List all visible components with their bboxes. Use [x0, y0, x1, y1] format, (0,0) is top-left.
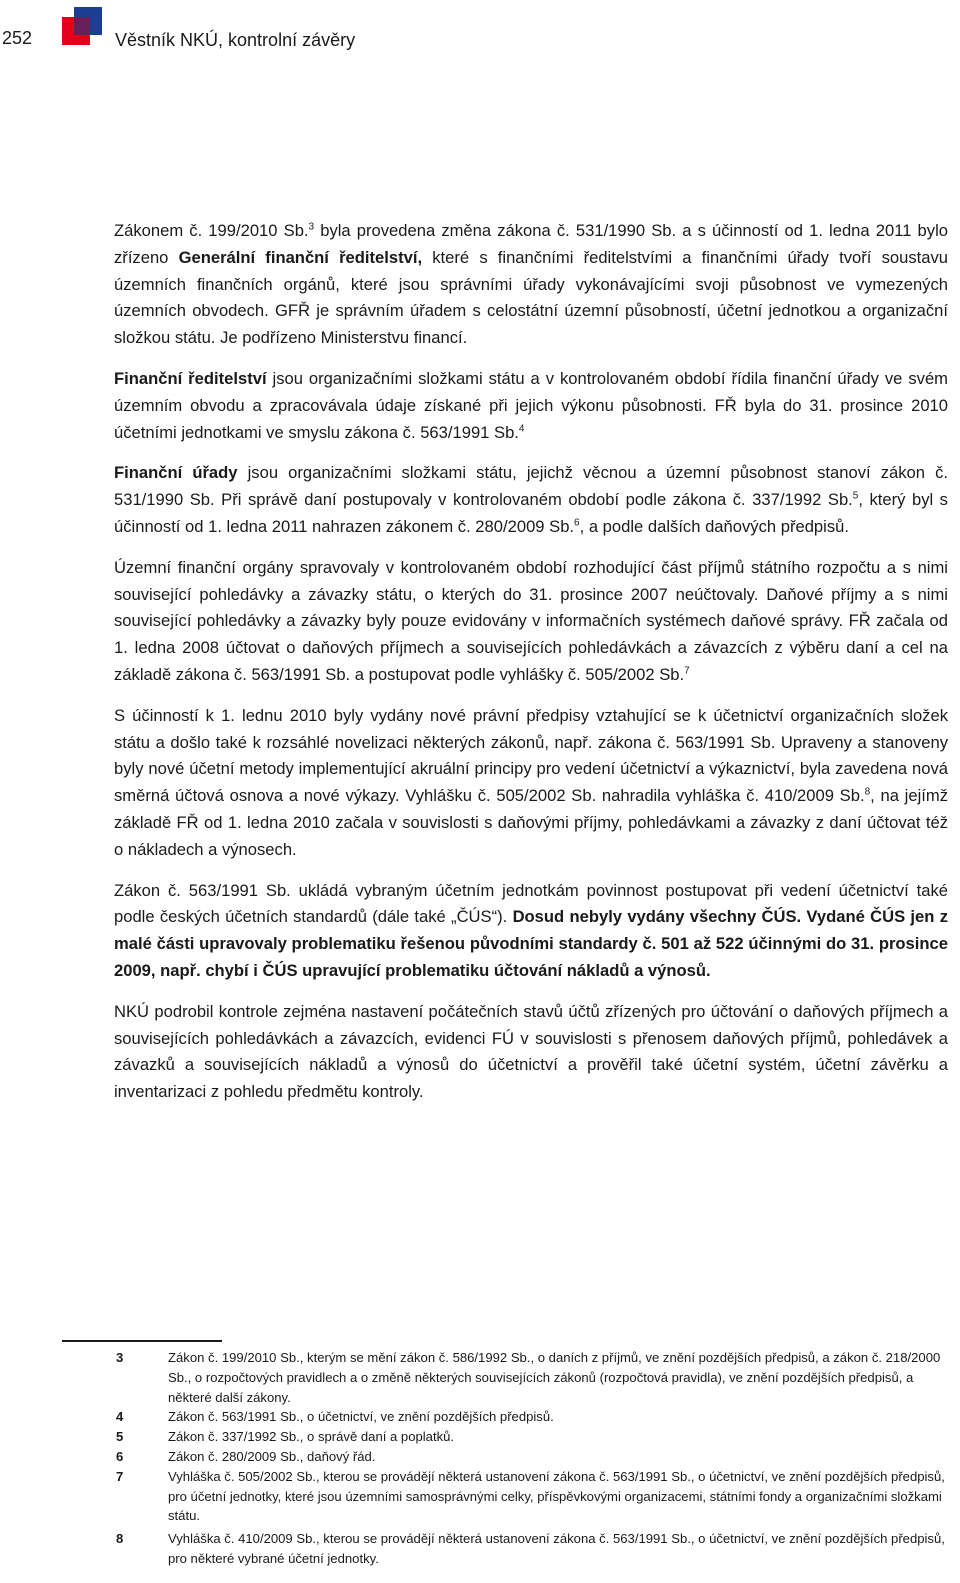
- footnote-separator: [62, 1340, 222, 1342]
- footnote-8: [114, 1529, 948, 1569]
- footnote-number: 5: [116, 1429, 124, 1445]
- footnote-text: Vyhláška č. 410/2009 Sb., kterou se provádějí některá ustanovení zákona č. 563/1991 Sb., o účetnictví, ve znění pozdějších předpisů, pro některé vybrané účetní jednotky.: [168, 1531, 945, 1566]
- text-run: které s finančními ředitelstvími a finančními úřady tvoří soustavu územních finančních orgánů, které jsou správními úřady vykonávajícími svoji působnost ve vymezených územních obvodech. GFŘ je správním úřadem s celostátní územní působností, účetní jednotkou a organizační složkou státu. Je podřízeno Ministerstvu financí.: [114, 247, 948, 348]
- text-run: jsou organizačními složkami státu a v kontrolovaném období řídila finanční úřady ve svém územním obvodu a zpracovávala údaje získané při jejich výkonu působnosti. FŘ byla do 31. prosince 2010 účetními jednotkami ve smyslu zákona č. 563/1991 Sb.: [114, 368, 948, 442]
- footnote-text: Zákon č. 199/2010 Sb., kterým se mění zákon č. 586/1992 Sb., o daních z příjmů, ve znění pozdějších předpisů, a zákon č. 218/2000 Sb., o rozpočtových pravidlech a o změně některých souvisejících zákonů (rozpočtová pravidla), ve znění pozdějších předpisů, a některé další zákony.: [168, 1350, 941, 1405]
- footnote-number: 8: [116, 1531, 124, 1547]
- footnote-text: Zákon č. 280/2009 Sb., daňový řád.: [168, 1448, 376, 1464]
- bold-term: Finanční ředitelství: [114, 368, 267, 388]
- text-run: Územní finanční orgány spravovaly v kontrolovaném období rozhodující část příjmů státního rozpočtu a s nimi související pohledávky a závazky státu, o kterých do 31. prosince 2007 neúčtovaly. Daňové příjmy a s nimi související pohledávky a závazky byly pouze evidovány v informačních systémech daňové správy. FŘ začala od 1. ledna 2008 účtovat o daňových příjmech a souvisejících pohledávkách a závazcích z výběru daní a cel na základě zákona č. 563/1991 Sb. a postupovat podle vyhlášky č. 505/2002 Sb.: [114, 557, 948, 684]
- paragraph-2: [114, 366, 948, 446]
- footnote-ref-6: 6: [574, 517, 580, 529]
- main-text: [114, 218, 948, 1120]
- footnote-ref-8: 8: [864, 786, 871, 798]
- footnote-number: 4: [116, 1409, 124, 1425]
- text-run: jsou organizačními složkami státu, jejichž věcnou a územní působnost stanoví zákon č. 531/1990 Sb. Při správě daní postupovaly v kontrolovaném období podle zákona č. 337/1992 Sb.: [114, 463, 949, 510]
- footnote-number: 6: [116, 1448, 124, 1464]
- bold-finding: Dosud nebyly vydány všechny ČÚS. Vydané ČÚS jen z malé části upravovaly problematiku řešenou původními standardy č. 501 až 522 účinnými do 31. prosince 2009, např. chybí i ČÚS upravující problematiku účtování nákladů a výnosů.: [114, 907, 948, 980]
- text-run: Zákonem č. 199/2010 Sb.: [114, 221, 309, 240]
- page-header: [0, 0, 960, 70]
- footnote-5: [114, 1427, 948, 1447]
- paragraph-7: [114, 999, 948, 1106]
- footnote-number: 3: [116, 1350, 124, 1365]
- footnote-number: 7: [116, 1468, 124, 1484]
- footnote-ref-3: 3: [308, 221, 315, 233]
- paragraph-5: [114, 703, 948, 864]
- footnote-text: Zákon č. 337/1992 Sb., o správě daní a poplatků.: [168, 1429, 455, 1445]
- bold-term: Generální finanční ředitelství,: [178, 247, 423, 267]
- paragraph-3: [114, 460, 948, 540]
- paragraph-4: [114, 555, 948, 689]
- footnote-ref-5: 5: [852, 490, 859, 502]
- footnote-4: [114, 1407, 948, 1427]
- paragraph-1: [114, 218, 948, 352]
- footnote-ref-7: 7: [684, 665, 690, 677]
- logo-overlap-square: [74, 17, 90, 35]
- footnote-7: [114, 1467, 948, 1526]
- running-title: Věstník NKÚ, kontrolní závěry: [115, 30, 356, 50]
- text-run: , na jejímž základě FŘ od 1. ledna 2010 začala v souvislosti s daňovými příjmy, pohledávkami a závazky z daní účtovat též o nákladech a výnosech.: [114, 786, 948, 859]
- footnote-ref-4: 4: [518, 423, 525, 435]
- footnote-text: Zákon č. 563/1991 Sb., o účetnictví, ve znění pozdějších předpisů.: [168, 1409, 554, 1425]
- footnote-6: [114, 1447, 948, 1467]
- text-run: NKÚ podrobil kontrole zejména nastavení počátečních stavů účtů zřízených pro účtování o daňových příjmech a souvisejících pohledávkách a závazcích, evidenci FÚ v souvislosti s přenosem daňových příjmů, pohledávek a závazků a souvisejících nákladů a výnosů do účetnictví a prověřil také účetní systém, účetní závěrku a inventarizaci z pohledu předmětu kontroly.: [114, 1001, 948, 1102]
- bold-term: Finanční úřady: [114, 463, 238, 483]
- footnote-text: Vyhláška č. 505/2002 Sb., kterou se provádějí některá ustanovení zákona č. 563/1991 Sb., o účetnictví, ve znění pozdějších předpisů, pro účetní jednotky, které jsou územními samosprávnými celky, příspěvkovými organizacemi, státními fondy a organizačními složkami státu.: [168, 1468, 945, 1524]
- footnote-3: [114, 1348, 948, 1407]
- footnotes: [114, 1348, 948, 1569]
- text-run: byla provedena změna zákona č. 531/1990 Sb. a s účinností od 1. ledna 2011 bylo zřízeno: [114, 221, 948, 267]
- text-run: , který byl s účinností od 1. ledna 2011 nahrazen zákonem č. 280/2009 Sb.: [114, 490, 948, 536]
- page-number: 252: [2, 28, 33, 48]
- text-run: Zákon č. 563/1991 Sb. ukládá vybraným účetním jednotkám povinnost postupovat při vedení účetnictví také podle českých účetních standardů (dále také „ČÚS“).: [114, 880, 948, 927]
- paragraph-6: [114, 878, 948, 985]
- nku-logo: [62, 7, 102, 47]
- text-run: S účinností k 1. lednu 2010 byly vydány nové právní předpisy vztahující se k účetnictví organizačních složek státu a došlo také k rozsáhlé novelizaci některých zákonů, např. zákona č. 563/1991 Sb. Upraveny a stanoveny byly nové účetní metody implementující akruální principy pro vedení účetnictví a výkaznictví, byla zavedena nová směrná účtová osnova a nové výkazy. Vyhlášku č. 505/2002 Sb. nahradila vyhláška č. 410/2009 Sb.: [114, 705, 948, 806]
- text-run: , a podle dalších daňových předpisů.: [579, 516, 849, 536]
